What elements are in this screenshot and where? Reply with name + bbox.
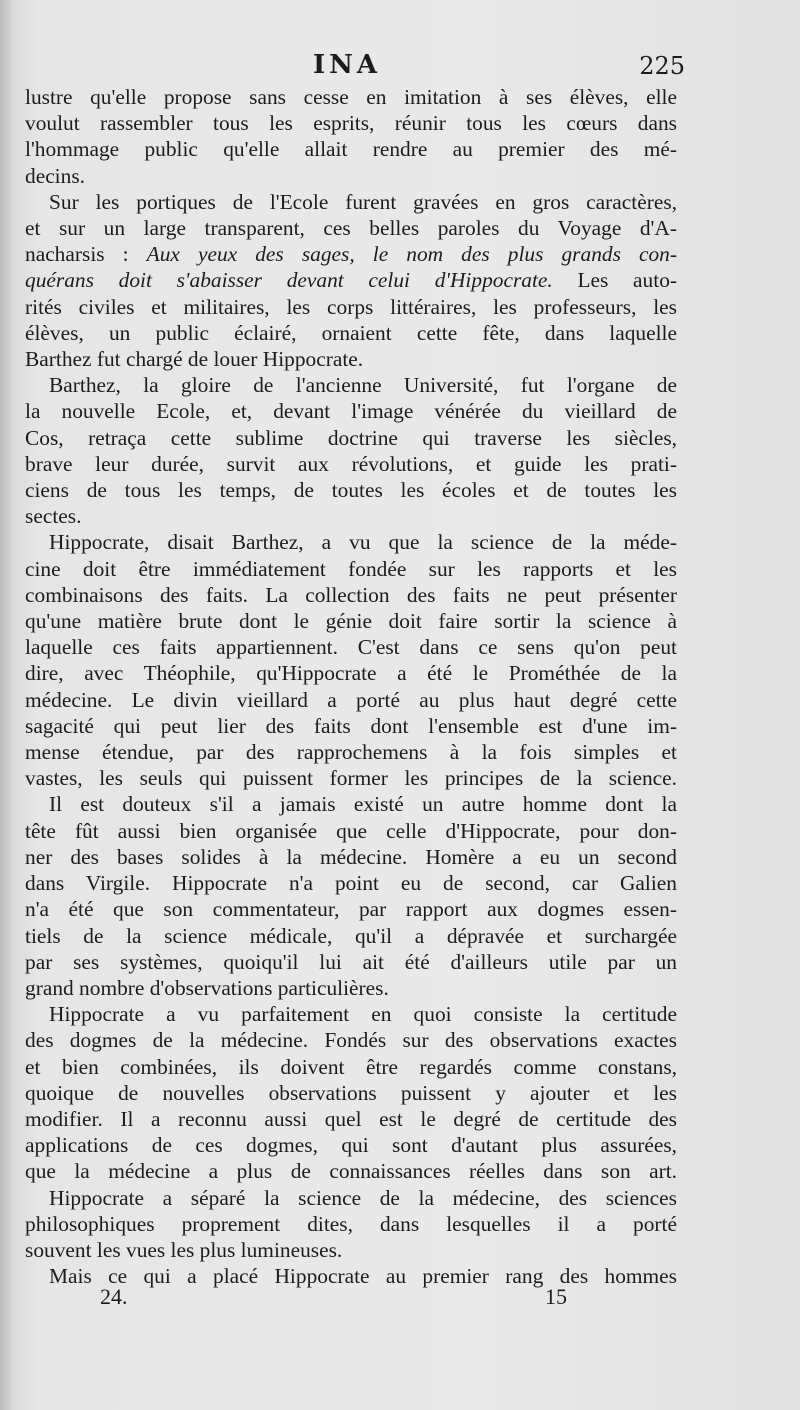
signature-mark: 24. bbox=[100, 1284, 128, 1309]
text-line: Hippocrate a séparé la science de la médecine, des sciences bbox=[49, 1185, 677, 1210]
body-text bbox=[25, 84, 677, 1289]
text-line-with-quote bbox=[25, 241, 677, 267]
text-line: Hippocrate a vu parfaitement en quoi consiste la certitude bbox=[49, 1002, 677, 1027]
text-line: applications de ces dogmes, qui sont d'autant plus assurées, bbox=[25, 1133, 677, 1158]
text-fragment: Les auto- bbox=[552, 268, 678, 293]
paragraph-4 bbox=[25, 529, 677, 791]
text-line: dire, avec Théophile, qu'Hippocrate a été le Prométhée de la bbox=[25, 661, 677, 686]
text-line: ner des bases solides à la médecine. Homère a eu un second bbox=[25, 844, 677, 869]
text-line: laquelle ces faits appartiennent. C'est dans ce sens qu'on peut bbox=[25, 635, 677, 660]
text-line: n'a été que son commentateur, par rapport aux dogmes essen- bbox=[25, 897, 677, 922]
text-line: et sur un large transparent, ces belles paroles du Voyage d'A- bbox=[25, 216, 677, 241]
text-line: Hippocrate, disait Barthez, a vu que la science de la méde- bbox=[49, 530, 677, 555]
text-line: rités civiles et militaires, les corps littéraires, les professeurs, les bbox=[25, 294, 677, 319]
text-line: vastes, les seuls qui puissent former les principes de la science. bbox=[25, 766, 677, 791]
text-line: qu'une matière brute dont le génie doit faire sortir la science à bbox=[25, 609, 677, 634]
text-line: élèves, un public éclairé, ornaient cette fête, dans laquelle bbox=[25, 320, 677, 345]
text-line: combinaisons des faits. La collection des faits ne peut présenter bbox=[25, 582, 677, 607]
italic-quote: Aux yeux des sages, le nom des plus grands con- bbox=[146, 242, 677, 267]
text-line: Sur les portiques de l'Ecole furent gravées en gros caractères, bbox=[49, 189, 677, 214]
text-line: sagacité qui peut lier des faits dont l'ensemble est d'une im- bbox=[25, 713, 677, 738]
text-line: la nouvelle Ecole, et, devant l'image vénérée du vieillard de bbox=[25, 399, 677, 424]
text-line: modifier. Il a reconnu aussi quel est le degré de certitude des bbox=[25, 1106, 677, 1131]
text-line: cine doit être immédiatement fondée sur les rapports et les bbox=[25, 556, 677, 581]
page-number: 225 bbox=[639, 52, 685, 80]
text-line: Cos, retraça cette sublime doctrine qui traverse les siècles, bbox=[25, 425, 677, 450]
text-line: brave leur durée, survit aux révolutions, et guide les prati- bbox=[25, 451, 677, 476]
text-line: tiels de la science médicale, qu'il a dépravée et surchargée bbox=[25, 923, 677, 948]
paragraph-2 bbox=[25, 189, 677, 372]
italic-quote: quérans doit s'abaisser devant celui d'Hippocrate. bbox=[25, 268, 553, 293]
text-line: Mais ce qui a placé Hippocrate au premier rang des hommes bbox=[49, 1264, 677, 1289]
text-line: que la médecine a plus de connaissances réelles dans son art. bbox=[25, 1159, 677, 1184]
folio-mark: 15 bbox=[545, 1284, 567, 1309]
text-line: des dogmes de la médecine. Fondés sur des observations exactes bbox=[25, 1028, 677, 1053]
page-footer bbox=[100, 1284, 600, 1314]
text-fragment: nacharsis : bbox=[25, 242, 147, 267]
text-line: par ses systèmes, quoiqu'il lui ait été d'ailleurs utile par un bbox=[25, 949, 677, 974]
text-line: decins. bbox=[25, 163, 85, 188]
text-line: grand nombre d'observations particulières. bbox=[25, 975, 389, 1000]
text-line: ciens de tous les temps, de toutes les écoles et de toutes les bbox=[25, 478, 677, 503]
paragraph-6 bbox=[25, 1001, 677, 1184]
text-line: philosophiques proprement dites, dans lesquelles il a porté bbox=[25, 1211, 677, 1236]
paragraph-7 bbox=[25, 1185, 677, 1264]
text-line: mense étendue, par des rapprochemens à la fois simples et bbox=[25, 740, 677, 765]
text-line: et bien combinées, ils doivent être regardés comme constans, bbox=[25, 1054, 677, 1079]
text-line: dans Virgile. Hippocrate n'a point eu de second, car Galien bbox=[25, 871, 677, 896]
text-line: Barthez, la gloire de l'ancienne Université, fut l'organe de bbox=[49, 373, 677, 398]
text-line: sectes. bbox=[25, 504, 82, 529]
paragraph-1 bbox=[25, 84, 677, 189]
text-line: souvent les vues les plus lumineuses. bbox=[25, 1237, 343, 1262]
text-line: tête fût aussi bien organisée que celle d'Hippocrate, pour don- bbox=[25, 818, 677, 843]
text-line: quoique de nouvelles observations puissent y ajouter et les bbox=[25, 1080, 677, 1105]
text-line: l'hommage public qu'elle allait rendre au premier des mé- bbox=[25, 137, 677, 162]
text-line-with-quote bbox=[25, 267, 677, 293]
text-line: voulut rassembler tous les esprits, réunir tous les cœurs dans bbox=[25, 111, 677, 136]
running-title: INA bbox=[313, 50, 382, 80]
paragraph-5 bbox=[25, 791, 677, 1001]
running-head bbox=[25, 50, 685, 86]
text-line: Il est douteux s'il a jamais existé un autre homme dont la bbox=[49, 792, 677, 817]
text-line: médecine. Le divin vieillard a porté au plus haut degré cette bbox=[25, 687, 677, 712]
text-line: Barthez fut chargé de louer Hippocrate. bbox=[25, 347, 364, 372]
text-line: lustre qu'elle propose sans cesse en imitation à ses élèves, elle bbox=[25, 85, 677, 109]
paragraph-3 bbox=[25, 372, 677, 529]
